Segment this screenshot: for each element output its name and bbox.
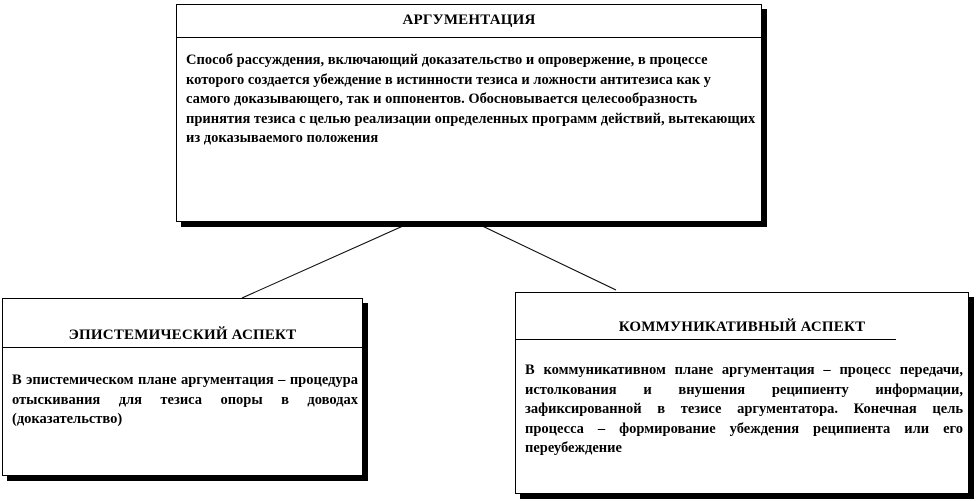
communicative-aspect-text: В коммуникативном плане аргументация – процесс передачи, истолкования и внушения реципиенту информации, зафиксированной в тезисе аргументатора. Конечная цель процесса – формирование убеждения реципиента или его переубеждение [525, 362, 963, 456]
argumentation-divider [177, 37, 761, 38]
communicative-aspect-divider [516, 339, 896, 340]
epistemic-aspect-divider [3, 347, 362, 348]
communicative-aspect-title: КОММУНИКАТИВНЫЙ АСПЕКТ [618, 319, 866, 335]
connector-line-right [474, 222, 616, 290]
epistemic-aspect-title: ЭПИСТЕМИЧЕСКИЙ АСПЕКТ [68, 327, 297, 343]
argumentation-definition: Способ рассуждения, включающий доказательство и опровержение, в процессе которого создается убеждение в истинности тезиса и ложности антитезиса как у самого доказывающего, так и оппонентов. Обосновывается целесообразность принятия тезиса с целью реализации определенных программ действий, вытекающих из доказываемого положения [186, 52, 756, 146]
argumentation-box [176, 4, 762, 222]
epistemic-aspect-box [2, 298, 363, 476]
epistemic-aspect-text: В эпистемическом плане аргументация – процедура отыскивания для тезиса опоры в доводах (доказательство) [12, 372, 358, 427]
connector-line-left [242, 222, 412, 298]
communicative-aspect-box [515, 292, 969, 494]
argumentation-title: АРГУМЕНТАЦИЯ [402, 12, 536, 28]
